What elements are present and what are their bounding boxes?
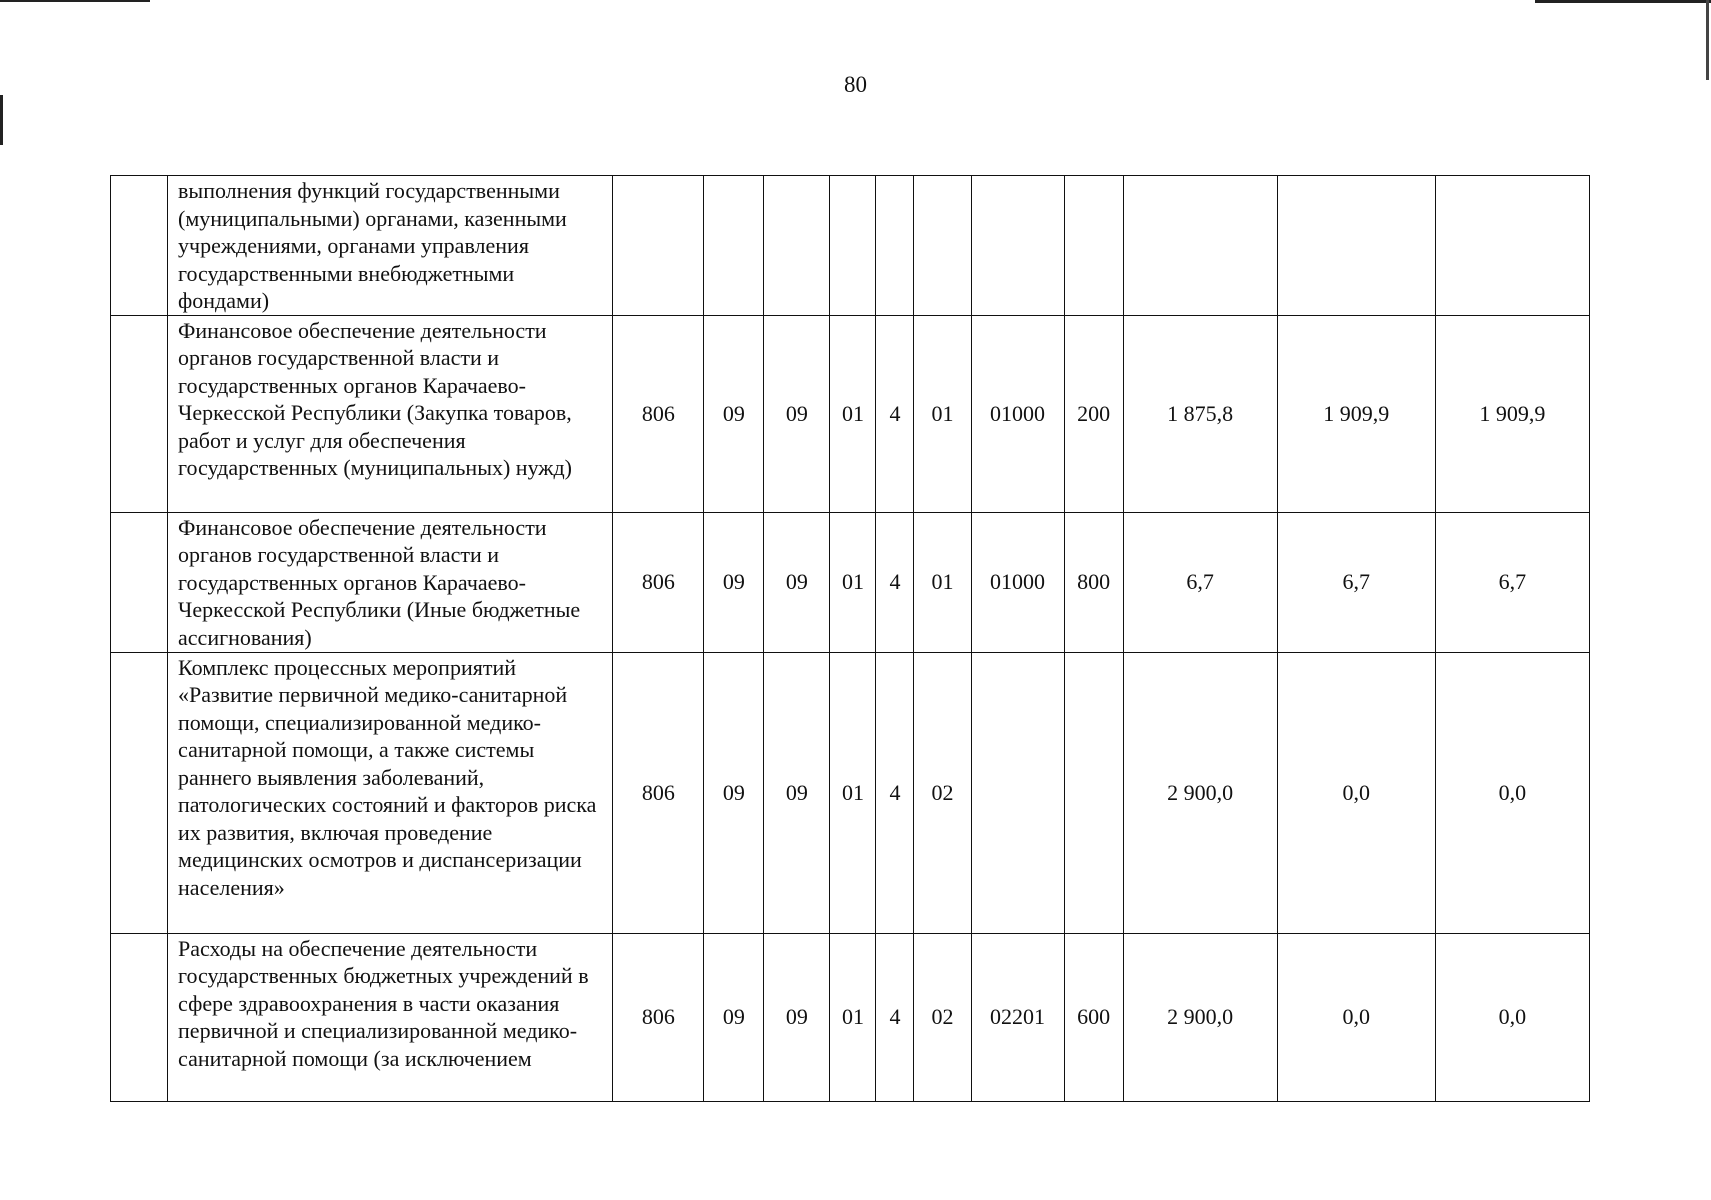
target-code-part2-cell: 4 — [876, 933, 914, 1101]
subsection-cell: 09 — [764, 315, 830, 512]
amount-year1-cell: 2 900,0 — [1123, 933, 1277, 1101]
subsection-cell: 09 — [764, 512, 830, 652]
subsection-cell: 09 — [764, 933, 830, 1101]
grbs-cell: 806 — [613, 512, 704, 652]
target-code-part1-cell: 01 — [830, 933, 876, 1101]
target-code-part1-cell — [830, 176, 876, 316]
row-description: Расходы на обеспечение деятельности государственных бюджетных учреждений в сфере здравоохранения в части оказания первичной и специализированной медико-санитарной помощи (за исключением — [168, 933, 613, 1101]
scan-artifact-top-right — [1535, 0, 1711, 3]
row-index-cell — [111, 512, 168, 652]
amount-year2-cell: 0,0 — [1277, 933, 1435, 1101]
target-code-part3-cell — [914, 176, 971, 316]
expense-type-cell: 800 — [1064, 512, 1123, 652]
target-code-part2-cell: 4 — [876, 512, 914, 652]
target-code-part4-cell: 01000 — [971, 512, 1064, 652]
row-description: Финансовое обеспечение деятельности органов государственной власти и государственных органов Карачаево-Черкесской Республики (Иные бюджетные ассигнования) — [168, 512, 613, 652]
page-number: 80 — [844, 72, 867, 97]
grbs-cell: 806 — [613, 652, 704, 933]
amount-year1-cell: 2 900,0 — [1123, 652, 1277, 933]
table-row — [111, 176, 1590, 316]
target-code-part2-cell — [876, 176, 914, 316]
row-description: выполнения функций государственными (муниципальными) органами, казенными учреждениями, органами управления государственными внебюджетными фондами) — [168, 176, 613, 316]
row-index-cell — [111, 652, 168, 933]
amount-year3-cell: 0,0 — [1435, 933, 1589, 1101]
row-index-cell — [111, 176, 168, 316]
scan-artifact-left-edge — [0, 95, 3, 145]
table-row — [111, 512, 1590, 652]
grbs-cell: 806 — [613, 315, 704, 512]
amount-year2-cell: 1 909,9 — [1277, 315, 1435, 512]
row-index-cell — [111, 315, 168, 512]
grbs-cell — [613, 176, 704, 316]
target-code-part1-cell: 01 — [830, 315, 876, 512]
row-description: Финансовое обеспечение деятельности органов государственной власти и государственных органов Карачаево-Черкесской Республики (Закупка товаров, работ и услуг для обеспечения государственных (муниципальных) нужд) — [168, 315, 613, 512]
expense-type-cell — [1064, 652, 1123, 933]
amount-year2-cell — [1277, 176, 1435, 316]
section-cell — [704, 176, 764, 316]
row-index-cell — [111, 933, 168, 1101]
budget-table — [110, 175, 1590, 1102]
amount-year3-cell: 1 909,9 — [1435, 315, 1589, 512]
amount-year1-cell — [1123, 176, 1277, 316]
amount-year1-cell: 1 875,8 — [1123, 315, 1277, 512]
row-description: Комплекс процессных мероприятий «Развитие первичной медико-санитарной помощи, специализированной медико-санитарной помощи, а также системы раннего выявления заболеваний, патологических состояний и факторов риска их развития, включая проведение медицинских осмотров и диспансеризации населения» — [168, 652, 613, 933]
section-cell: 09 — [704, 652, 764, 933]
target-code-part2-cell: 4 — [876, 315, 914, 512]
section-cell: 09 — [704, 933, 764, 1101]
target-code-part4-cell — [971, 652, 1064, 933]
amount-year2-cell: 0,0 — [1277, 652, 1435, 933]
target-code-part4-cell: 01000 — [971, 315, 1064, 512]
target-code-part4-cell — [971, 176, 1064, 316]
table-row — [111, 933, 1590, 1101]
amount-year3-cell — [1435, 176, 1589, 316]
expense-type-cell: 600 — [1064, 933, 1123, 1101]
subsection-cell — [764, 176, 830, 316]
target-code-part2-cell: 4 — [876, 652, 914, 933]
scan-artifact-top-left — [0, 0, 150, 2]
target-code-part3-cell: 01 — [914, 315, 971, 512]
amount-year2-cell: 6,7 — [1277, 512, 1435, 652]
amount-year3-cell: 6,7 — [1435, 512, 1589, 652]
grbs-cell: 806 — [613, 933, 704, 1101]
amount-year1-cell: 6,7 — [1123, 512, 1277, 652]
expense-type-cell: 200 — [1064, 315, 1123, 512]
table-row — [111, 315, 1590, 512]
target-code-part4-cell: 02201 — [971, 933, 1064, 1101]
target-code-part3-cell: 01 — [914, 512, 971, 652]
expense-type-cell — [1064, 176, 1123, 316]
section-cell: 09 — [704, 512, 764, 652]
target-code-part1-cell: 01 — [830, 512, 876, 652]
scan-artifact-right-edge — [1706, 0, 1709, 80]
target-code-part3-cell: 02 — [914, 933, 971, 1101]
amount-year3-cell: 0,0 — [1435, 652, 1589, 933]
target-code-part1-cell: 01 — [830, 652, 876, 933]
target-code-part3-cell: 02 — [914, 652, 971, 933]
table-row — [111, 652, 1590, 933]
subsection-cell: 09 — [764, 652, 830, 933]
section-cell: 09 — [704, 315, 764, 512]
